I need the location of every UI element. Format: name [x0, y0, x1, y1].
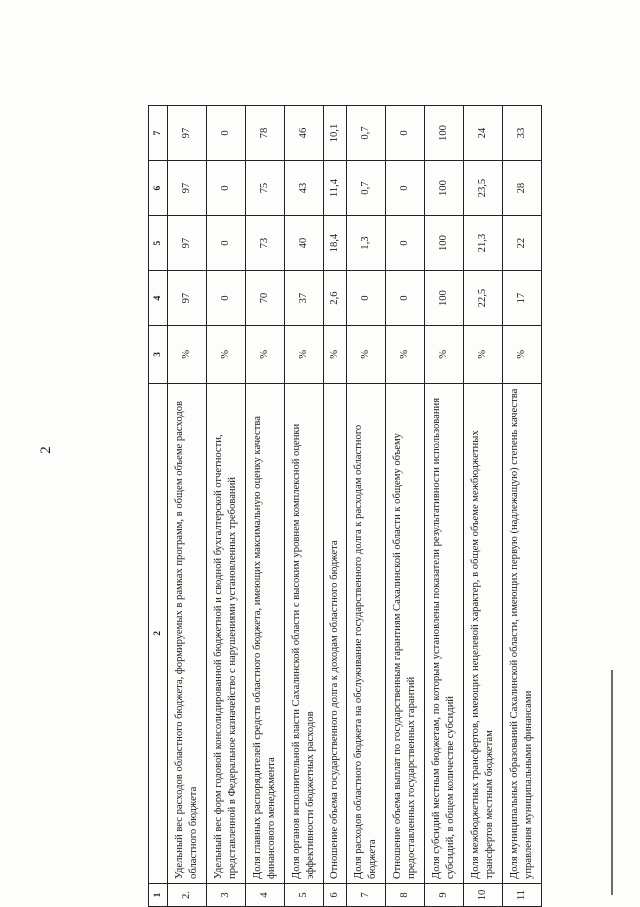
value-cell: 22: [502, 216, 541, 271]
row-number: 9: [424, 883, 463, 906]
value-cell: 46: [285, 106, 324, 161]
indicator-name: Отношение объема выплат по государственным гарантиям Сахалинской области к общему объему предоставленных государственных гарантий: [385, 383, 424, 883]
column-number: 6: [149, 161, 168, 216]
indicator-name: Отношение объема государственного долга к доходам областного бюджета: [324, 383, 346, 883]
table-row: [285, 106, 324, 907]
row-number: 5: [285, 883, 324, 906]
scan-edge-line: [611, 670, 613, 895]
indicator-name: Доля муниципальных образований Сахалинской области, имеющих первую (надлежащую) степень качества управления муниципальными финансами: [502, 383, 541, 883]
value-cell: 97: [168, 106, 207, 161]
value-cell: 2,6: [324, 271, 346, 326]
value-cell: 97: [168, 271, 207, 326]
value-cell: 0,7: [346, 106, 385, 161]
value-cell: 70: [246, 271, 285, 326]
indicator-name: Доля органов исполнительной власти Сахалинской области с высоким уровнем комплексной оценки эффективности бюджетных расходов: [285, 383, 324, 883]
value-cell: 78: [246, 106, 285, 161]
value-cell: 43: [285, 161, 324, 216]
column-number-row: [149, 106, 168, 907]
value-cell: 18,4: [324, 216, 346, 271]
row-number: 6: [324, 883, 346, 906]
value-cell: 22,5: [463, 271, 502, 326]
value-cell: 0: [207, 216, 246, 271]
value-cell: 100: [424, 161, 463, 216]
value-cell: 97: [168, 161, 207, 216]
value-cell: 0: [385, 216, 424, 271]
row-number: 7: [346, 883, 385, 906]
row-number: 8: [385, 883, 424, 906]
row-number: 11: [502, 883, 541, 906]
indicator-name: Доля субсидий местным бюджетам, по которым установлены показатели результативности использования субсидий, в общем количестве субсидий: [424, 383, 463, 883]
table-row: [502, 106, 541, 907]
column-number: 3: [149, 326, 168, 384]
value-cell: 100: [424, 106, 463, 161]
value-cell: 11,4: [324, 161, 346, 216]
table-row: [168, 106, 207, 907]
value-cell: 21,3: [463, 216, 502, 271]
unit-cell: %: [424, 326, 463, 384]
page-number: 2: [38, 446, 54, 454]
value-cell: 0: [385, 106, 424, 161]
table-row: [424, 106, 463, 907]
unit-cell: %: [463, 326, 502, 384]
unit-cell: %: [207, 326, 246, 384]
table-row: [246, 106, 285, 907]
unit-cell: %: [346, 326, 385, 384]
column-number: 1: [149, 883, 168, 906]
unit-cell: %: [168, 326, 207, 384]
row-number: 2.: [168, 883, 207, 906]
value-cell: 10,1: [324, 106, 346, 161]
table-row: [207, 106, 246, 907]
value-cell: 97: [168, 216, 207, 271]
value-cell: 23,5: [463, 161, 502, 216]
value-cell: 28: [502, 161, 541, 216]
value-cell: 0: [207, 271, 246, 326]
value-cell: 0: [207, 161, 246, 216]
value-cell: 0: [346, 271, 385, 326]
column-number: 7: [149, 106, 168, 161]
unit-cell: %: [246, 326, 285, 384]
value-cell: 1,3: [346, 216, 385, 271]
indicator-name: Доля главных распорядителей средств областного бюджета, имеющих максимальную оценку качества финансового менеджмента: [246, 383, 285, 883]
value-cell: 100: [424, 271, 463, 326]
value-cell: 0: [385, 271, 424, 326]
unit-cell: %: [285, 326, 324, 384]
column-number: 2: [149, 383, 168, 883]
indicator-name: Удельный вес форм годовой консолидированной бюджетной и сводной бухгалтерской отчетности, представленной в Федеральное казначейство с нарушениями установленных требований: [207, 383, 246, 883]
table-row: [324, 106, 346, 907]
indicators-table-rotated: [148, 105, 542, 907]
row-number: 10: [463, 883, 502, 906]
column-number: 5: [149, 216, 168, 271]
table-row: [463, 106, 502, 907]
indicators-table: [148, 105, 542, 907]
row-number: 4: [246, 883, 285, 906]
unit-cell: %: [385, 326, 424, 384]
value-cell: 24: [463, 106, 502, 161]
column-number: 4: [149, 271, 168, 326]
value-cell: 73: [246, 216, 285, 271]
unit-cell: %: [324, 326, 346, 384]
indicator-name: Удельный вес расходов областного бюджета, формируемых в рамках программ, в общем объеме расходов областного бюджета: [168, 383, 207, 883]
value-cell: 33: [502, 106, 541, 161]
value-cell: 40: [285, 216, 324, 271]
table-row: [346, 106, 385, 907]
value-cell: 75: [246, 161, 285, 216]
value-cell: 0: [207, 106, 246, 161]
row-number: 3: [207, 883, 246, 906]
table-row: [385, 106, 424, 907]
unit-cell: %: [502, 326, 541, 384]
value-cell: 100: [424, 216, 463, 271]
value-cell: 17: [502, 271, 541, 326]
indicator-name: Доля расходов областного бюджета на обслуживание государственного долга к расходам областного бюджета: [346, 383, 385, 883]
value-cell: 0,7: [346, 161, 385, 216]
indicator-name: Доля межбюджетных трансфертов, имеющих нецелевой характер, в общем объеме межбюджетных трансфертов местным бюджетам: [463, 383, 502, 883]
value-cell: 0: [385, 161, 424, 216]
value-cell: 37: [285, 271, 324, 326]
